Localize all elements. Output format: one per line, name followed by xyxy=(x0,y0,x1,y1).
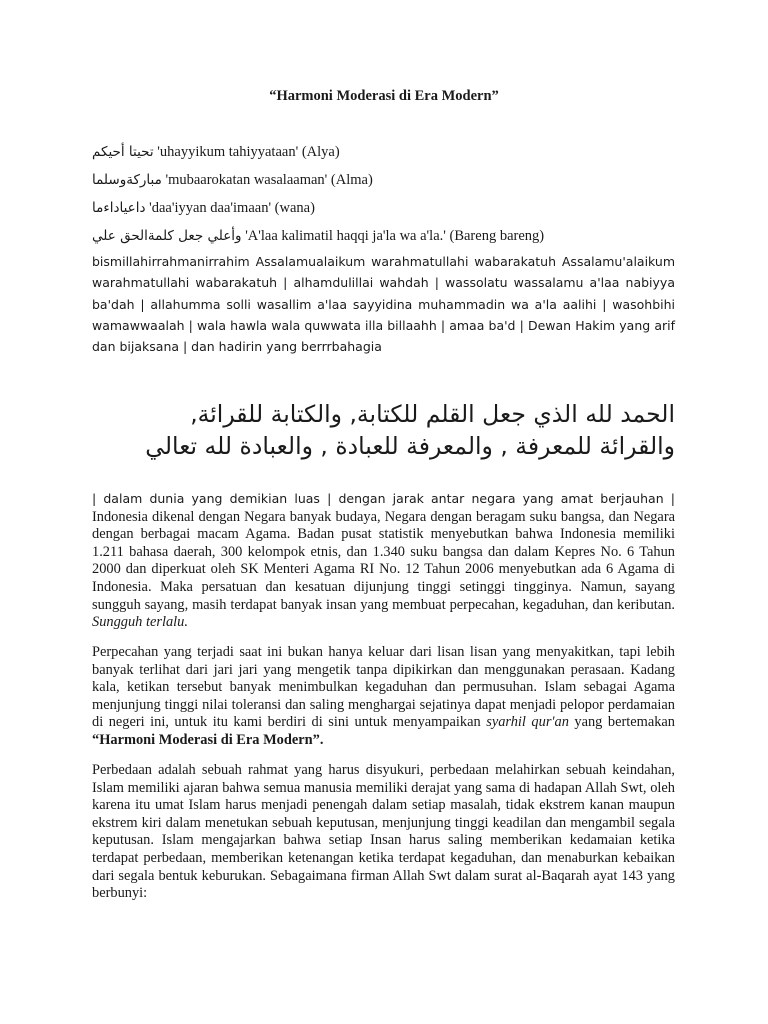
greeting-line-4 xyxy=(92,226,682,246)
greeting-text: 'A'laa kalimatil haqqi ja'la wa a'la.' (Bareng bareng) xyxy=(245,228,545,244)
opening-salutation: bismillahirrahmanirrahim Assalamualaikum warahmatullahi wabarakatuh Assalamu'alaikum warahmatullahi wabarakatuh | alhamdulillai wahdah | wassolatu wassalamu a'laa nabiyya ba'dah | allahumma solli wasallim a'laa sayyidina muhammadin wa a'la aalihi | wasohbihi wamawwaalah | wala hawla wala quwwata illa billaahh | amaa ba'd | Dewan Hakim yang arif dan bijaksana | dan hadirin yang berrrbahagia xyxy=(92,254,675,355)
paragraph-1-italic: Sungguh terlalu. xyxy=(92,614,188,631)
greeting-arabic: تحيتا أحيكم xyxy=(92,144,154,160)
paragraph-1-body: Indonesia dikenal dengan Negara banyak budaya, Negara dengan beragam suku bangsa, dan Negara dengan berbagai macam Agama. Badan pusat statistik menyebutkan bahwa Indonesia memiliki 1.211 bahasa daerah, 300 kelompok etnis, dan 1.340 suku bangsa dan dalam Kepres No. 6 Tahun 2000 dan diperkuat oleh SK Menteri Agama RI No. 12 Tahun 2006 menyebutkan ada 6 Agama di Indonesia. Maka persatuan dan kesatuan dijunjung tinggi setinggi tingginya. Namun, sayang sungguh sayang, masih terdapat banyak insan yang membuat perpecahan, kegaduhan, dan keributan. xyxy=(92,508,675,613)
greeting-line-3 xyxy=(92,198,682,218)
greeting-arabic: وأعلي جعل كلمةالحق علي xyxy=(92,228,242,244)
paragraph-1-lead: | dalam dunia yang demikian luas | dengan jarak antar negara yang amat berjauhan | xyxy=(92,491,675,506)
arabic-praise xyxy=(92,398,675,462)
greeting-text: 'uhayyikum tahiyyataan' (Alya) xyxy=(157,144,340,160)
greeting-text: 'mubaarokatan wasalaaman' (Alma) xyxy=(165,172,373,188)
greeting-arabic: مباركةوسلما xyxy=(92,172,162,188)
greeting-arabic: داعياداءما xyxy=(92,200,146,216)
paragraph-3: Perbedaan adalah sebuah rahmat yang harus disyukuri, perbedaan melahirkan sebuah keindahan, Islam memiliki ajaran bahwa semua manusia memiliki derajat yang sama di hadapan Allah Swt, oleh karena itu umat Islam harus menjadi penengah dalam setiap masalah, tidak ekstrem kanan maupun ekstrem kiri dalam menetukan sebuah keputusan, menjunjung tinggi keadilan dan mengambil segala keputusan. Islam mengajarkan bahwa setiap Insan harus saling memberikan kedamaian ketika terdapat perbedaan, memberikan ketenangan ketika terdapat kegaduhan, dan menaburkan kebaikan dari segala bentuk keburukan. Sebagaimana firman Allah Swt dalam surat al-Baqarah ayat 143 yang berbunyi: xyxy=(92,762,675,902)
paragraph-2-italic: syarhil qur'an xyxy=(486,714,569,731)
arabic-line-2: والقرائة للمعرفة , والمعرفة للعبادة , والعبادة لله تعالي xyxy=(145,432,675,460)
greeting-line-2 xyxy=(92,170,682,190)
paragraph-2 xyxy=(92,644,675,750)
paragraph-2-theme: “Harmoni Moderasi di Era Modern”. xyxy=(92,731,324,748)
arabic-line-1: الحمد لله الذي جعل القلم للكتابة, والكتابة للقرائة, xyxy=(190,400,675,428)
document-title: “Harmoni Moderasi di Era Modern” xyxy=(269,88,499,104)
paragraph-2-mid: yang bertemakan xyxy=(568,714,675,731)
greeting-line-1 xyxy=(92,142,682,162)
greeting-text: 'daa'iyyan daa'imaan' (wana) xyxy=(149,200,315,216)
paragraph-1 xyxy=(92,490,675,632)
paragraph-2-body: Perpecahan yang terjadi saat ini bukan hanya keluar dari lisan lisan yang menyakitkan, tapi lebih banyak terlihat dari jari jari yang mengetik tanpa dipikirkan dan menggunakan perasaan. Kadang kala, ketikan tersebut banyak menimbulkan kegaduhan dan permusuhan. Islam sebagai Agama menjunjung tinggi nilai toleransi dan saling menghargai sejatinya dapat menjadi pelopor perdamaian di negeri ini, untuk itu kami berdiri di sini untuk menyampaikan xyxy=(92,644,675,731)
